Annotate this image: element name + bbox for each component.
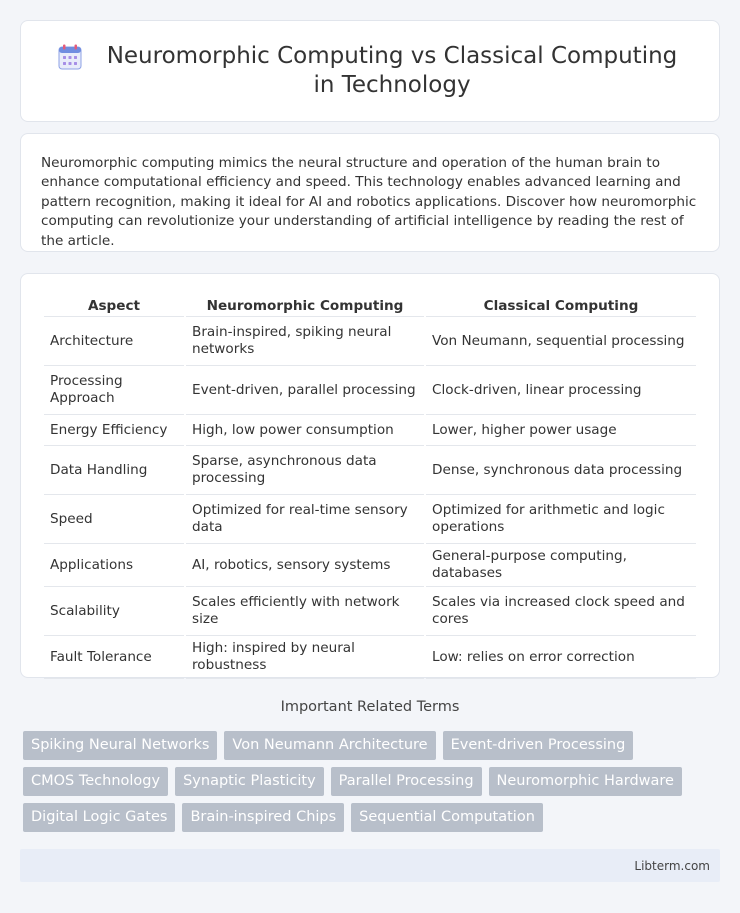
table-row <box>44 636 696 679</box>
table-cell-classical: General-purpose computing, databases <box>426 544 696 587</box>
table-row <box>44 366 696 415</box>
table-cell-classical: Low: relies on error correction <box>426 636 696 679</box>
calendar-icon <box>58 44 82 70</box>
table-cell-aspect: Architecture <box>44 317 184 366</box>
intro-card <box>20 133 720 252</box>
related-terms-title: Important Related Terms <box>280 699 460 715</box>
title-row <box>28 42 712 100</box>
table-cell-neuromorphic: Event-driven, parallel processing <box>186 366 424 415</box>
table-row <box>44 446 696 495</box>
table-cell-aspect: Scalability <box>44 587 184 636</box>
header-neuromorphic: Neuromorphic Computing <box>186 292 424 317</box>
table-cell-neuromorphic: High, low power consumption <box>186 415 424 446</box>
table-cell-classical: Optimized for arithmetic and logic operations <box>426 495 696 544</box>
related-term-tag[interactable]: Parallel Processing <box>331 767 482 796</box>
related-term-tag[interactable]: Neuromorphic Hardware <box>489 767 682 796</box>
header-classical: Classical Computing <box>426 292 696 317</box>
footer <box>20 849 720 882</box>
table-cell-neuromorphic: AI, robotics, sensory systems <box>186 544 424 587</box>
intro-text: Neuromorphic computing mimics the neural structure and operation of the human brain to enhance computational efficiency and speed. This technology enables advanced learning and pattern recognition, making it ideal for AI and robotics applications. Discover how neuromorphic computing can revolutionize your understanding of artificial intelligence by reading the rest of the article. <box>41 155 697 249</box>
table-cell-neuromorphic: Optimized for real-time sensory data <box>186 495 424 544</box>
table-cell-neuromorphic: High: inspired by neural robustness <box>186 636 424 679</box>
related-term-tag[interactable]: Von Neumann Architecture <box>224 731 435 760</box>
related-term-tag[interactable]: Digital Logic Gates <box>23 803 175 832</box>
table-cell-aspect: Data Handling <box>44 446 184 495</box>
table-cell-neuromorphic: Sparse, asynchronous data processing <box>186 446 424 495</box>
header-aspect: Aspect <box>44 292 184 317</box>
related-term-tag[interactable]: CMOS Technology <box>23 767 168 796</box>
title-card <box>20 20 720 122</box>
table-cell-neuromorphic: Scales efficiently with network size <box>186 587 424 636</box>
related-term-tag[interactable]: Synaptic Plasticity <box>175 767 324 796</box>
table-cell-aspect: Fault Tolerance <box>44 636 184 679</box>
table-cell-classical: Scales via increased clock speed and cores <box>426 587 696 636</box>
related-term-tag[interactable]: Event-driven Processing <box>443 731 634 760</box>
related-term-tag[interactable]: Brain-inspired Chips <box>182 803 344 832</box>
table-row <box>44 587 696 636</box>
related-terms-list <box>23 731 723 839</box>
table-row <box>44 544 696 587</box>
page-title: Neuromorphic Computing vs Classical Computing in Technology <box>106 43 678 98</box>
table-cell-classical: Dense, synchronous data processing <box>426 446 696 495</box>
table-cell-classical: Lower, higher power usage <box>426 415 696 446</box>
comparison-table <box>42 292 698 679</box>
related-term-tag[interactable]: Sequential Computation <box>351 803 543 832</box>
table-cell-aspect: Processing Approach <box>44 366 184 415</box>
table-row <box>44 495 696 544</box>
table-cell-neuromorphic: Brain-inspired, spiking neural networks <box>186 317 424 366</box>
table-cell-aspect: Energy Efficiency <box>44 415 184 446</box>
table-cell-classical: Von Neumann, sequential processing <box>426 317 696 366</box>
comparison-table-card <box>20 273 720 678</box>
table-row <box>44 415 696 446</box>
table-cell-aspect: Speed <box>44 495 184 544</box>
table-cell-aspect: Applications <box>44 544 184 587</box>
related-term-tag[interactable]: Spiking Neural Networks <box>23 731 217 760</box>
table-cell-classical: Clock-driven, linear processing <box>426 366 696 415</box>
table-header-row <box>44 292 696 317</box>
footer-site-link[interactable]: Libterm.com <box>634 858 710 873</box>
table-row <box>44 317 696 366</box>
